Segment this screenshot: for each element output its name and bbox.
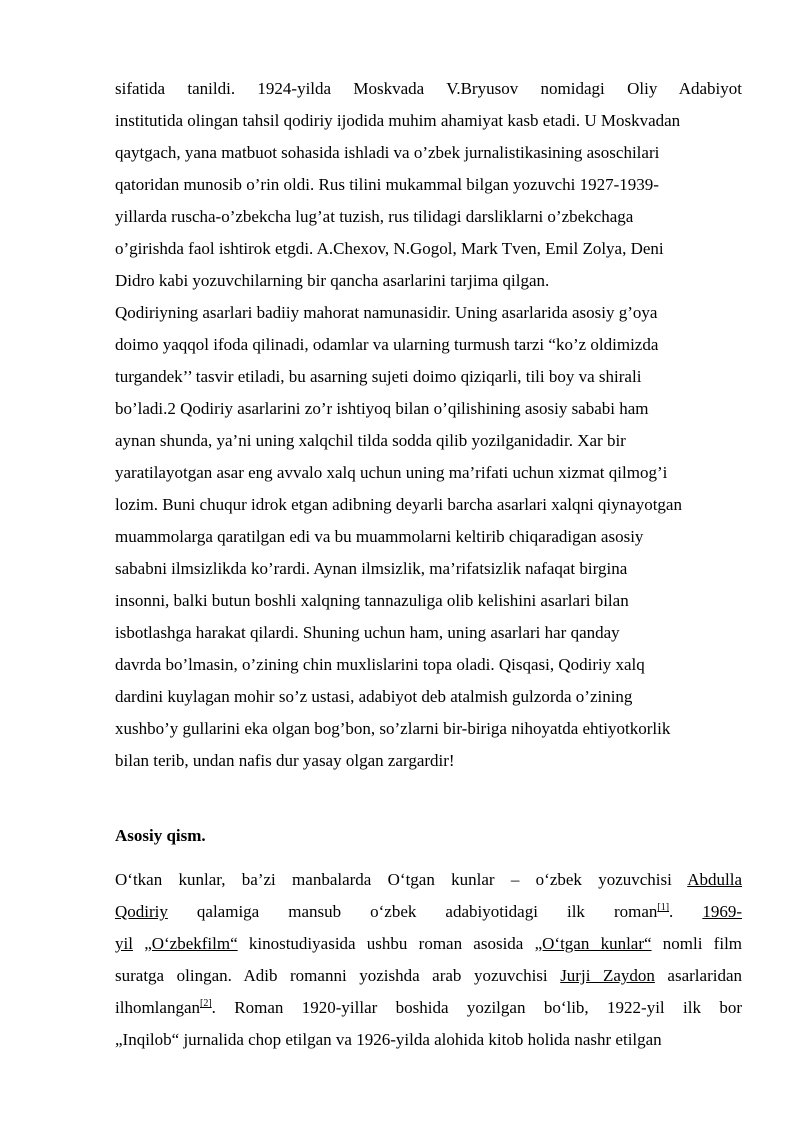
paragraph-works: [115, 297, 742, 777]
text-line: turgandek’’ tasvir etiladi, bu asarning sujeti doimo qiziqarli, tili boy va shirali: [115, 367, 642, 386]
paragraph-biography: [115, 73, 742, 297]
footnote-ref-2: [200, 998, 212, 1009]
text-line: isbotlashga harakat qilardi. Shuning uchun ham, uning asarlari har qanday: [115, 623, 620, 642]
text-line: dardini kuylagan mohir so’z ustasi, adabiyot deb atalmish gulzorda o’zining: [115, 687, 633, 706]
text-run: [133, 934, 144, 953]
text-line: [115, 992, 742, 1024]
text-line: sababni ilmsizlikda ko’rardi. Aynan ilmsizlik, ma’rifatsizlik nafaqat birgina: [115, 559, 628, 578]
text-line: [115, 864, 742, 896]
text-line: Didro kabi yozuvchilarning bir qancha asarlarini tarjima qilgan.: [115, 271, 550, 290]
text-line: aynan shunda, ya’ni uning xalqchil tilda sodda qilib yozilganidadir. Xar bir: [115, 431, 626, 450]
text-line: lozim. Buni chuqur idrok etgan adibning deyarli barcha asarlari xalqni qiynayotgan: [115, 495, 682, 514]
text-line: muammolarga qaratilgan edi va bu muammolarni keltirib chiqaradigan asosiy: [115, 527, 644, 546]
footnote-link-1[interactable]: [1]: [657, 902, 670, 913]
link-ozbekfilm[interactable]: „O‘zbekfilm“: [144, 934, 238, 953]
link-otgan-kunlar-film[interactable]: „O‘tgan kunlar“: [534, 934, 652, 953]
link-1969-yil[interactable]: 1969-: [702, 902, 742, 921]
text-run: . Roman 1920-yillar boshida yozilgan bo‘lib, 1922-yil ilk bor: [211, 998, 742, 1017]
text-run: O‘tkan kunlar, ba’zi manbalarda O‘tgan kunlar – o‘zbek yozuvchisi: [115, 870, 688, 889]
text-line: [115, 928, 742, 960]
text-line: [115, 960, 742, 992]
text-line: Qodiriyning asarlari badiiy mahorat namunasidir. Uning asarlarida asosiy g’oya: [115, 303, 658, 322]
link-abdulla[interactable]: Abdulla: [687, 870, 742, 889]
text-line: sifatida tanildi. 1924-yilda Moskvada V.Bryusov nomidagi Oliy Adabiyot: [115, 79, 742, 98]
text-run: suratga olingan. Adib romanni yozishda arab yozuvchisi: [115, 966, 561, 985]
text-run: qalamiga mansub o‘zbek adabiyotidagi ilk roman: [167, 902, 658, 921]
footnote-link-2[interactable]: [2]: [199, 998, 212, 1009]
text-run: .: [669, 902, 703, 921]
footnote-ref-1: [657, 902, 669, 913]
text-line: davrda bo’lmasin, o’zining chin muxlislarini topa oladi. Qisqasi, Qodiriy xalq: [115, 655, 645, 674]
text-line: bilan terib, undan nafis dur yasay olgan zargardir!: [115, 751, 455, 770]
text-line: doimo yaqqol ifoda qilinadi, odamlar va ularning turmush tarzi “ko’z oldimizda: [115, 335, 659, 354]
link-1969-yil-cont[interactable]: yil: [115, 934, 133, 953]
text-line: qaytgach, yana matbuot sohasida ishladi va o’zbek jurnalistikasining asoschilari: [115, 143, 660, 162]
text-line: yaratilayotgan asar eng avvalo xalq uchun uning ma’rifati uchun xizmat qilmog’i: [115, 463, 668, 482]
text-line: [115, 896, 742, 928]
text-line: insonni, balki butun boshli xalqning tannazuliga olib kelishini asarlari bilan: [115, 591, 629, 610]
text-line: „Inqilob“ jurnalida chop etilgan va 1926-yilda alohida kitob holida nashr etilgan: [115, 1030, 662, 1049]
text-run: asarlaridan: [654, 966, 742, 985]
text-run: ilhomlangan: [115, 998, 200, 1017]
text-run: kinostudiyasida ushbu roman asosida: [237, 934, 535, 953]
text-line: xushbo’y gullarini eka olgan bog’bon, so’zlarni bir-biriga nihoyatda ehtiyotkorlik: [115, 719, 671, 738]
link-qodiriy[interactable]: Qodiriy: [115, 902, 168, 921]
text-line: o’girishda faol ishtirok etgdi. A.Chexov, N.Gogol, Mark Tven, Emil Zolya, Deni: [115, 239, 664, 258]
text-line: institutida olingan tahsil qodiriy ijodida muhim ahamiyat kasb etadi. U Moskvadan: [115, 111, 681, 130]
paragraph-otkan-kunlar: [115, 864, 742, 1056]
link-jurji-zaydon[interactable]: Jurji Zaydon: [560, 966, 655, 985]
text-line: qatoridan munosib o’rin oldi. Rus tilini mukammal bilgan yozuvchi 1927-1939-: [115, 175, 659, 194]
text-line: yillarda ruscha-o’zbekcha lug’at tuzish, rus tilidagi darsliklarni o’zbekchaga: [115, 207, 634, 226]
text-line: bo’ladi.2 Qodiriy asarlarini zo’r ishtiyoq bilan o’qilishining asosiy sababi ham: [115, 399, 649, 418]
text-run: nomli film: [651, 934, 743, 953]
section-heading: Asosiy qism.: [115, 826, 206, 845]
